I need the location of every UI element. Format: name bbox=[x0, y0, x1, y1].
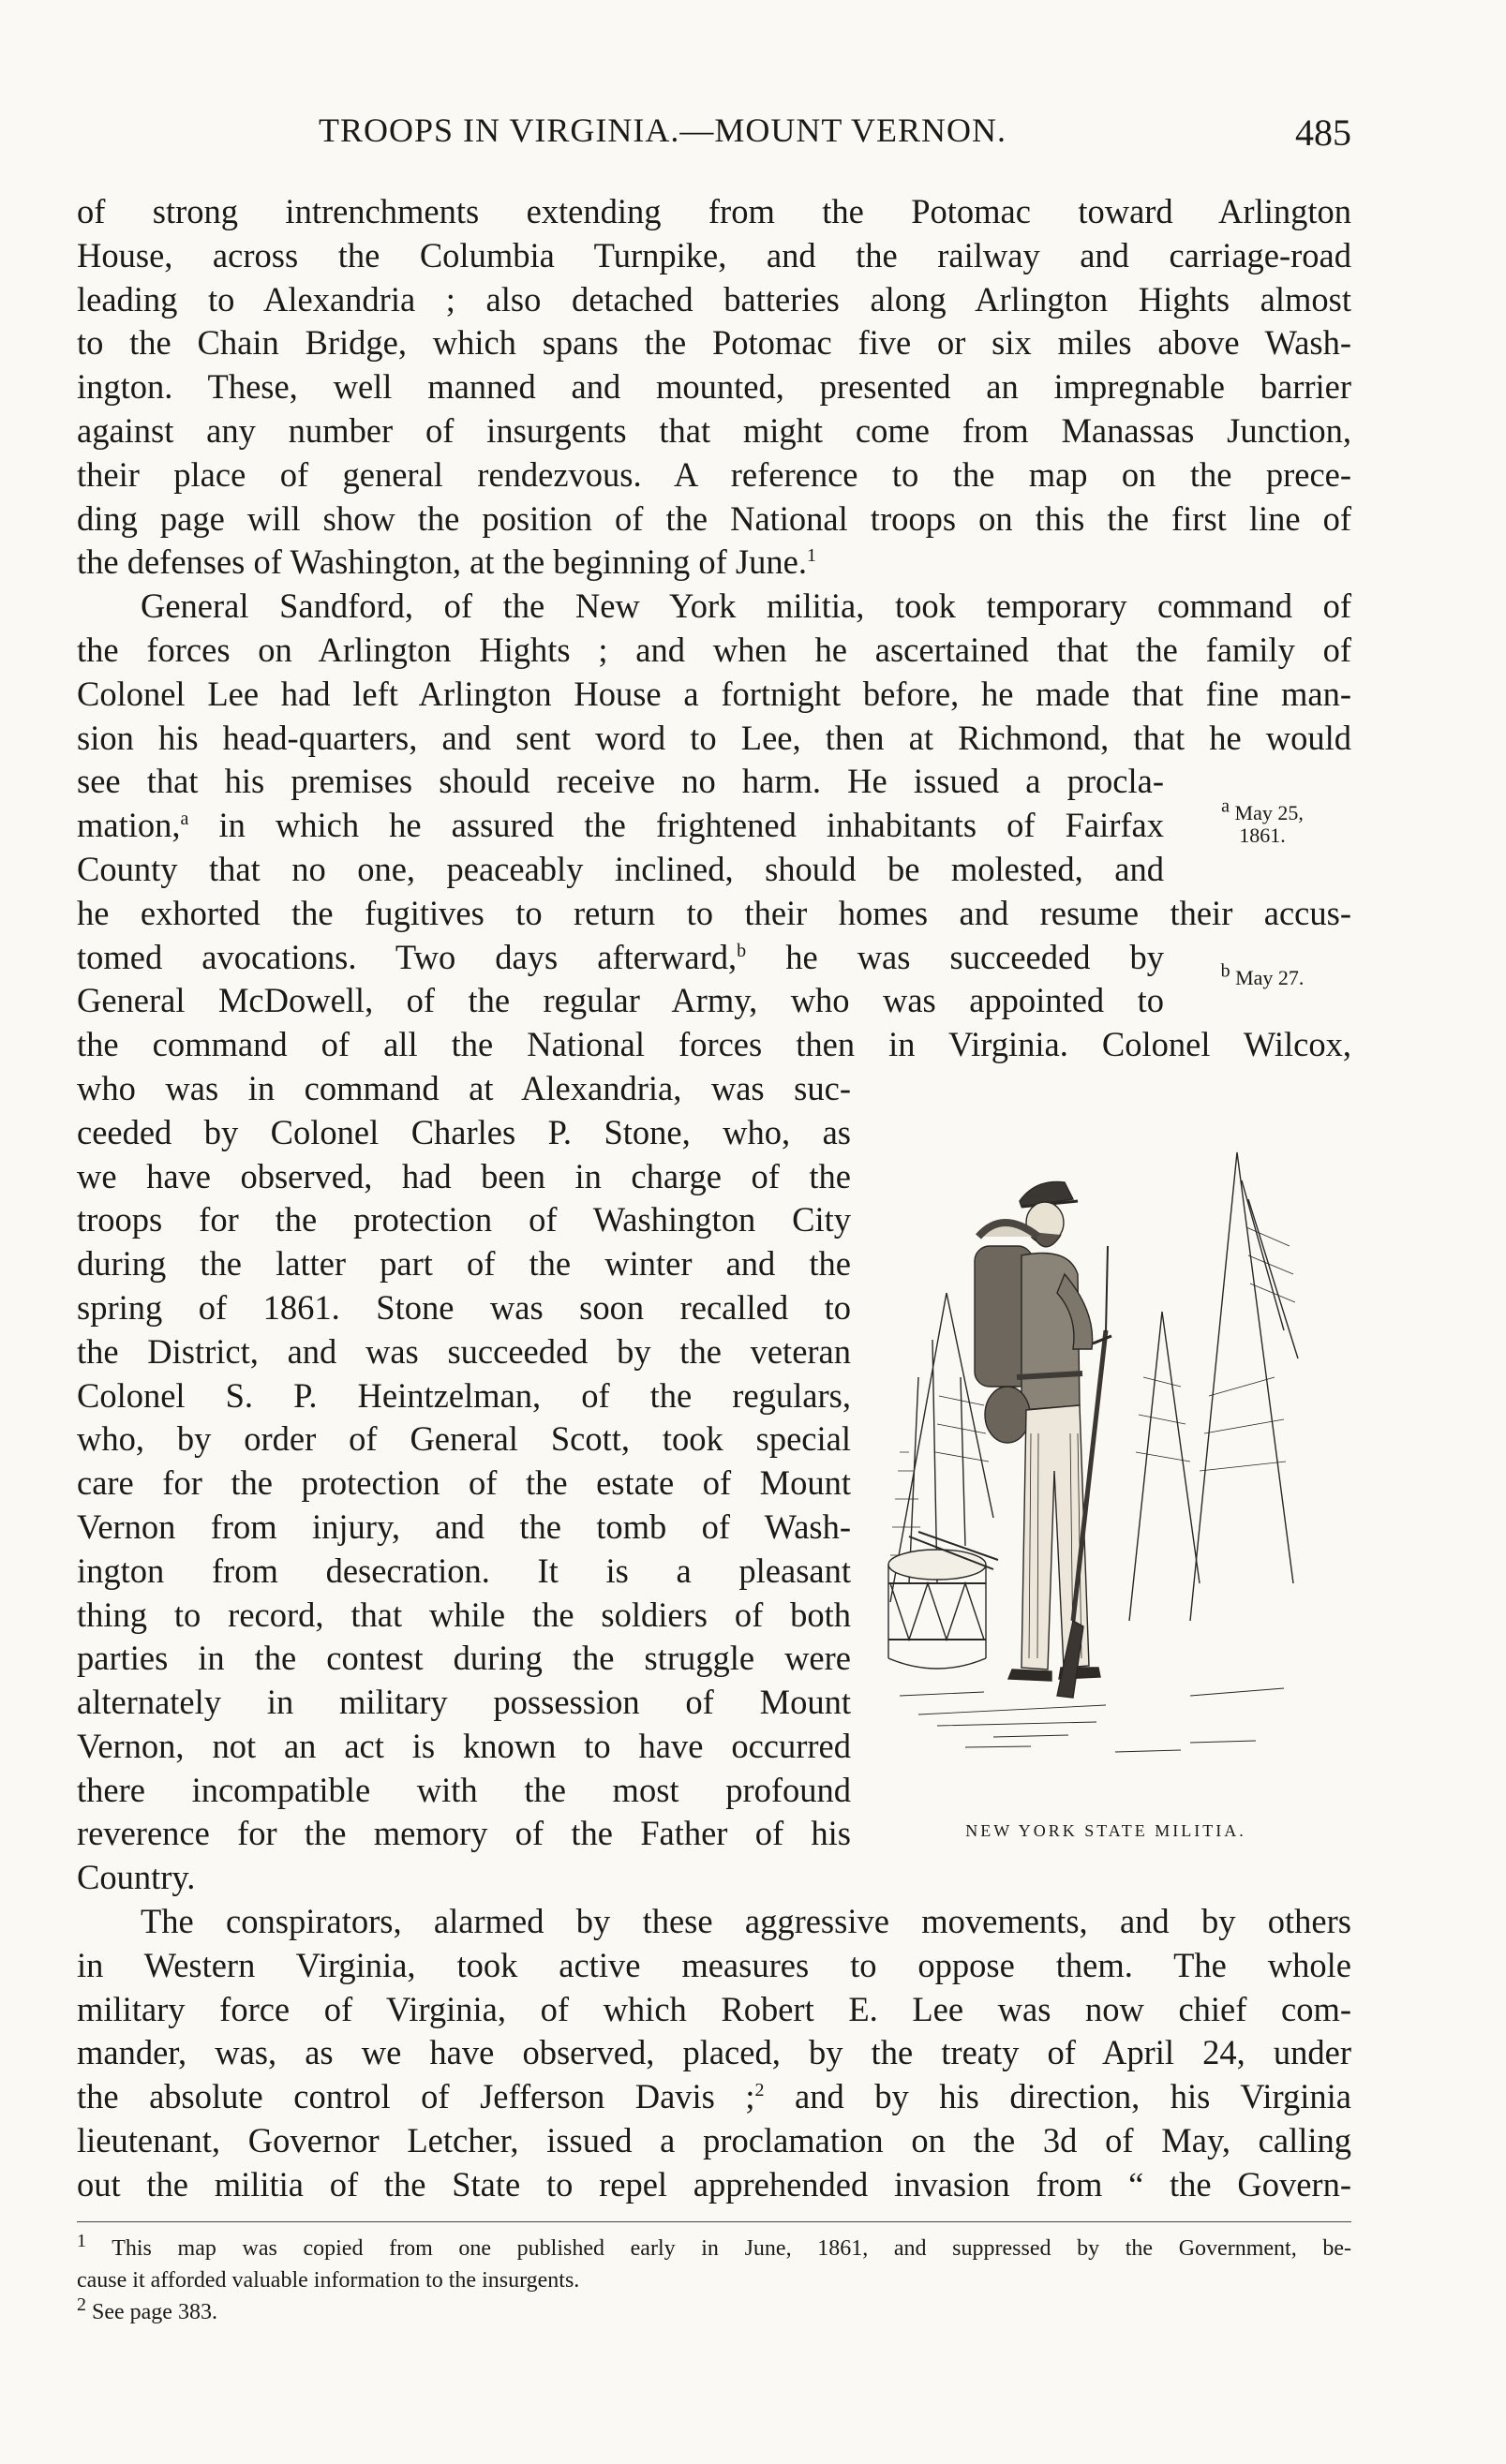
margin-note-date: May 25, bbox=[1234, 801, 1304, 824]
margin-ref-a[interactable]: a bbox=[180, 809, 189, 829]
text-line bbox=[77, 804, 1164, 848]
text-line: we have observed, had been in charge of the bbox=[77, 1156, 851, 1195]
text-line: General McDowell, of the regular Army, who was appointed to bbox=[77, 981, 1164, 1020]
text-line: leading to Alexandria ; also detached batteries along Arlington Hights almost bbox=[77, 279, 1351, 319]
text-line: thing to record, that while the soldiers of both bbox=[77, 1595, 851, 1634]
margin-ref-b[interactable]: b bbox=[737, 940, 747, 961]
text-line: troops for the protection of Washington City bbox=[77, 1200, 851, 1239]
text-line: see that his premises should receive no harm. He issued a procla- bbox=[77, 762, 1164, 801]
text-line: ington from desecration. It is a pleasant bbox=[77, 1551, 851, 1590]
page-number: 485 bbox=[1295, 111, 1351, 154]
text-line: parties in the contest during the struggle were bbox=[77, 1639, 851, 1678]
text-line: care for the protection of the estate of Mount bbox=[77, 1463, 851, 1503]
text-line: House, across the Columbia Turnpike, and the railway and carriage-road bbox=[77, 235, 1351, 275]
text-line: during the latter part of the winter and the bbox=[77, 1244, 851, 1284]
text-line bbox=[77, 2075, 1351, 2119]
text-line: The conspirators, alarmed by these aggressive movements, and by others bbox=[141, 1902, 1351, 1941]
paragraph-3 bbox=[77, 1900, 1351, 2207]
margin-note-year: 1861. bbox=[1239, 824, 1286, 847]
text-line: mander, was, as we have observed, placed, by the treaty of April 24, under bbox=[77, 2033, 1351, 2072]
line-text: he was succeeded by bbox=[746, 937, 1164, 976]
text-line: who, by order of General Scott, took special bbox=[77, 1419, 851, 1459]
text-line: to the Chain Bridge, which spans the Potomac five or six miles above Wash- bbox=[77, 323, 1351, 363]
text-line: he exhorted the fugitives to return to their homes and resume their accus- bbox=[77, 893, 1351, 932]
line-text: the absolute control of Jefferson Davis ; bbox=[77, 2077, 755, 2116]
text-line: ington. These, well manned and mounted, presented an impregnable barrier bbox=[77, 367, 1351, 407]
text-line: their place of general rendezvous. A reference to the map on the prece- bbox=[77, 454, 1351, 494]
text-line: General Sandford, of the New York militia, took temporary command of bbox=[141, 586, 1351, 626]
footnote-mark: 2 bbox=[77, 2294, 86, 2315]
text-line: lieutenant, Governor Letcher, issued a proclamation on the 3d of May, calling bbox=[77, 2121, 1351, 2160]
text-line bbox=[77, 541, 1351, 585]
footnote-1 bbox=[77, 2233, 1351, 2296]
text-line: the command of all the National forces then in Virginia. Colonel Wilcox, bbox=[77, 1025, 1351, 1064]
text-line: the forces on Arlington Hights ; and when he ascertained that the family of bbox=[77, 630, 1351, 669]
line-text: the defenses of Washington, at the beginning of June. bbox=[77, 542, 807, 582]
text-line: out the militia of the State to repel apprehended invasion from “ the Govern- bbox=[77, 2164, 1351, 2204]
line-text: tomed avocations. Two days afterward, bbox=[77, 937, 738, 976]
text-line: against any number of insurgents that might come from Manassas Junction, bbox=[77, 410, 1351, 450]
footnote-ref-1[interactable]: 1 bbox=[806, 545, 816, 567]
margin-note-mark: b bbox=[1220, 960, 1230, 982]
text-line: sion his head-quarters, and sent word to Lee, then at Richmond, that he would bbox=[77, 718, 1351, 757]
text-line: military force of Virginia, of which Robert E. Lee was now chief com- bbox=[77, 1989, 1351, 2028]
text-line: the District, and was succeeded by the veteran bbox=[77, 1331, 851, 1371]
paragraph-1 bbox=[77, 190, 1351, 585]
text-line: alternately in military possession of Mount bbox=[77, 1683, 851, 1722]
text-line: ding page will show the position of the National troops on this the first line of bbox=[77, 498, 1351, 538]
militia-soldier-illustration bbox=[881, 1096, 1303, 1771]
margin-note-mark: a bbox=[1221, 795, 1230, 817]
footnote-text: See page 383. bbox=[92, 2300, 217, 2324]
line-text: mation, bbox=[77, 806, 181, 845]
text-line: of strong intrenchments extending from the Potomac toward Arlington bbox=[77, 192, 1351, 230]
text-line: there incompatible with the most profound bbox=[77, 1770, 851, 1809]
footnote-line: cause it afforded valuable information to the insurgents. bbox=[77, 2268, 580, 2293]
figure-caption: NEW YORK STATE MILITIA. bbox=[965, 1821, 1246, 1840]
footnote-2 bbox=[77, 2296, 1351, 2328]
margin-note-b bbox=[1192, 960, 1333, 989]
footnote-rule bbox=[77, 2221, 1351, 2222]
line-text: and by his direction, his Virginia bbox=[764, 2077, 1351, 2116]
text-line: spring of 1861. Stone was soon recalled to bbox=[77, 1287, 851, 1327]
page-header bbox=[77, 111, 1351, 167]
text-line: reverence for the memory of the Father of his bbox=[77, 1814, 851, 1853]
footnote-text: This map was copied from one published early in June, 1861, and suppressed by the Government, be- bbox=[112, 2236, 1351, 2261]
footnote-ref-2[interactable]: 2 bbox=[754, 2080, 765, 2101]
text-line: Colonel S. P. Heintzelman, of the regulars, bbox=[77, 1375, 851, 1415]
text-line: Colonel Lee had left Arlington House a fortnight before, he made that fine man- bbox=[77, 674, 1351, 713]
text-line: Vernon, not an act is known to have occurred bbox=[77, 1726, 851, 1765]
text-line: County that no one, peaceably inclined, should be molested, and bbox=[77, 849, 1164, 888]
text-line: Vernon from injury, and the tomb of Wash- bbox=[77, 1507, 851, 1546]
text-line: who was in command at Alexandria, was suc- bbox=[77, 1068, 851, 1107]
margin-note-date: May 27. bbox=[1235, 966, 1305, 989]
line-text: in which he assured the frightened inhabitants of Fairfax bbox=[188, 806, 1164, 845]
footnote-line bbox=[77, 2233, 1351, 2264]
text-line bbox=[77, 936, 1164, 980]
footnote-mark: 1 bbox=[77, 2231, 86, 2251]
text-line: Country. bbox=[77, 1858, 196, 1897]
text-line: in Western Virginia, took active measures to oppose them. The whole bbox=[77, 1945, 1351, 1984]
footnotes bbox=[77, 2233, 1351, 2328]
footnote-line bbox=[77, 2296, 1351, 2328]
running-head: TROOPS IN VIRGINIA.—MOUNT VERNON. bbox=[318, 111, 1007, 149]
margin-note-a bbox=[1192, 795, 1333, 847]
text-line: ceeded by Colonel Charles P. Stone, who, as bbox=[77, 1112, 851, 1151]
